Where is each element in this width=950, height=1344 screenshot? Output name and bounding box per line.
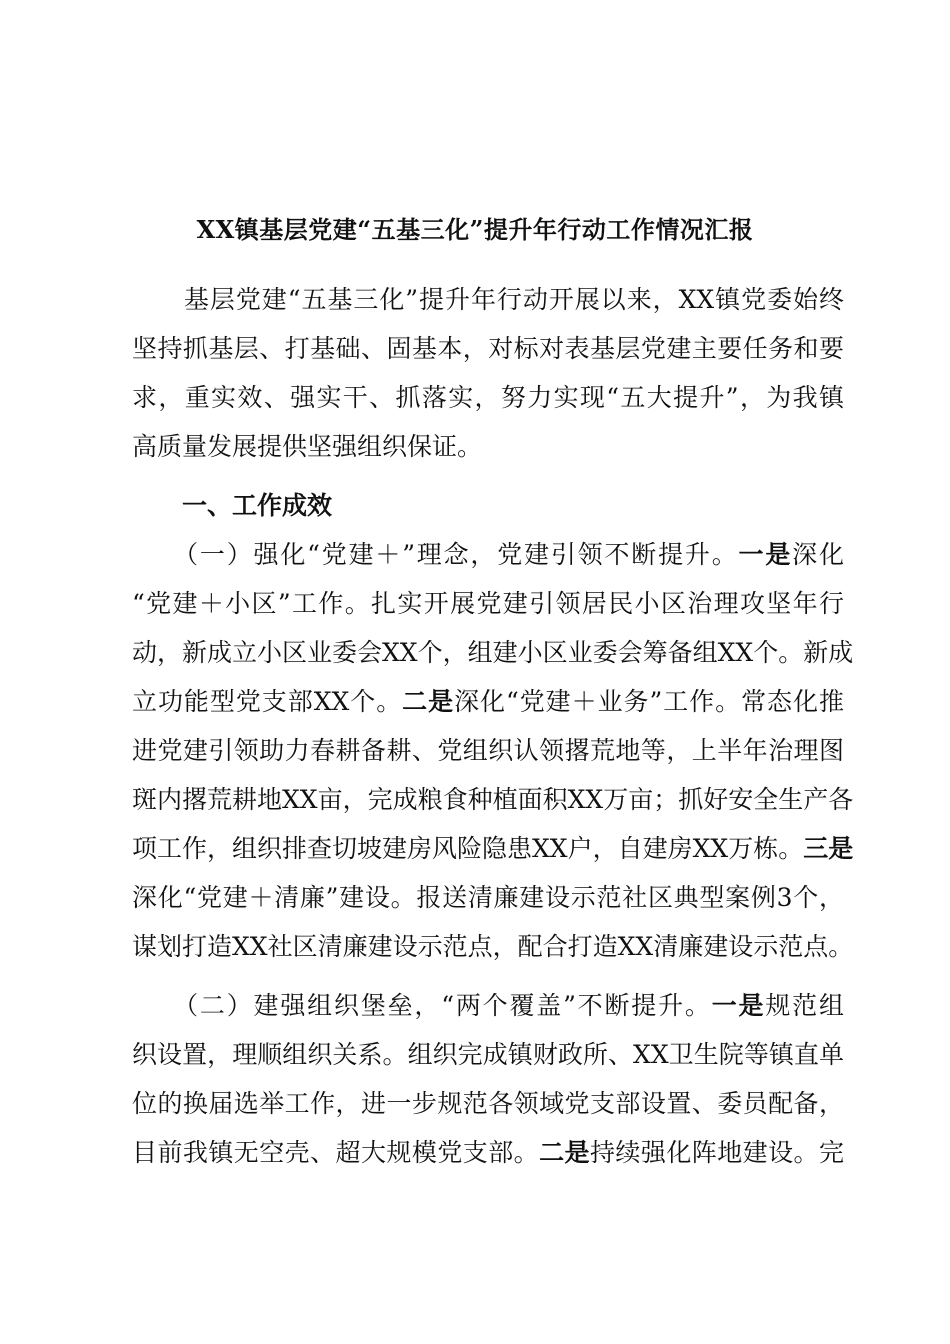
part1-line-3: 动，新成立小区业委会XX个，组建小区业委会筹备组XX个。新成 [132,638,854,667]
part2-keyword-1: 一是 [711,991,766,1020]
part1-keyword-3: 三是 [803,834,854,863]
part1-line-4 [132,682,844,722]
part1-line-9: 谋划打造XX社区清廉建设示范点，配合打造XX清廉建设示范点。 [132,932,854,961]
part2-line-4-text-a: 目前我镇无空壳、超大规模党支部。 [132,1138,540,1167]
part2-line-1-text-b: 规范组 [765,991,844,1020]
intro-line-2: 坚持抓基层、打基础、固基本，对标对表基层党建主要任务和要 [132,334,844,363]
part1-keyword-1: 一是 [738,540,793,569]
part1-keyword-2: 二是 [402,687,455,716]
part2-line-3: 位的换届选举工作，进一步规范各领域党支部设置、委员配备， [132,1089,844,1118]
part1-line-7-text-a: 项工作，组织排查切坡建房风险隐患XX户，自建房XX万栋。 [132,834,804,863]
part1-line-1-text-a: （一）强化“党建＋”理念，党建引领不断提升。 [132,540,739,569]
section-heading: 一、工作成效 [132,491,333,520]
part1-line-6: 斑内撂荒耕地XX亩，完成粮食种植面积XX万亩；抓好安全生产各 [132,785,854,814]
part1-line-5: 进党建引领助力春耕备耕、党组织认领撂荒地等，上半年治理图 [132,736,844,765]
part1-line-2: “党建＋小区”工作。扎实开展党建引领居民小区治理攻坚年行 [132,589,844,618]
part1-line-8: 深化“党建＋清廉”建设。报送清廉建设示范社区典型案例3个， [132,883,844,912]
part2-line-4 [132,1133,844,1173]
part1-line-7 [132,829,854,869]
part2-keyword-2: 二是 [539,1138,590,1167]
part2-line-4-text-b: 持续强化阵地建设。完 [589,1138,844,1167]
intro-line-4: 高质量发展提供坚强组织保证。 [132,432,483,461]
part1-line-1-text-b: 深化 [792,540,844,569]
part2-line-1 [132,986,844,1026]
part1-line-4-text-b: 深化“党建＋业务”工作。常态化推 [454,687,844,716]
document-title: XX镇基层党建“五基三化”提升年行动工作情况汇报 [196,215,754,244]
part1-line-1 [132,535,844,575]
intro-line-1: 基层党建“五基三化”提升年行动开展以来，XX镇党委始终 [132,285,844,314]
part1-line-4-text-a: 立功能型党支部XX个。 [132,687,403,716]
part2-line-2: 织设置，理顺组织关系。组织完成镇财政所、XX卫生院等镇直单 [132,1040,844,1069]
part2-line-1-text-a: （二）建强组织堡垒，“两个覆盖”不断提升。 [132,991,712,1020]
intro-line-3: 求，重实效、强实干、抓落实，努力实现“五大提升”，为我镇 [132,383,844,412]
